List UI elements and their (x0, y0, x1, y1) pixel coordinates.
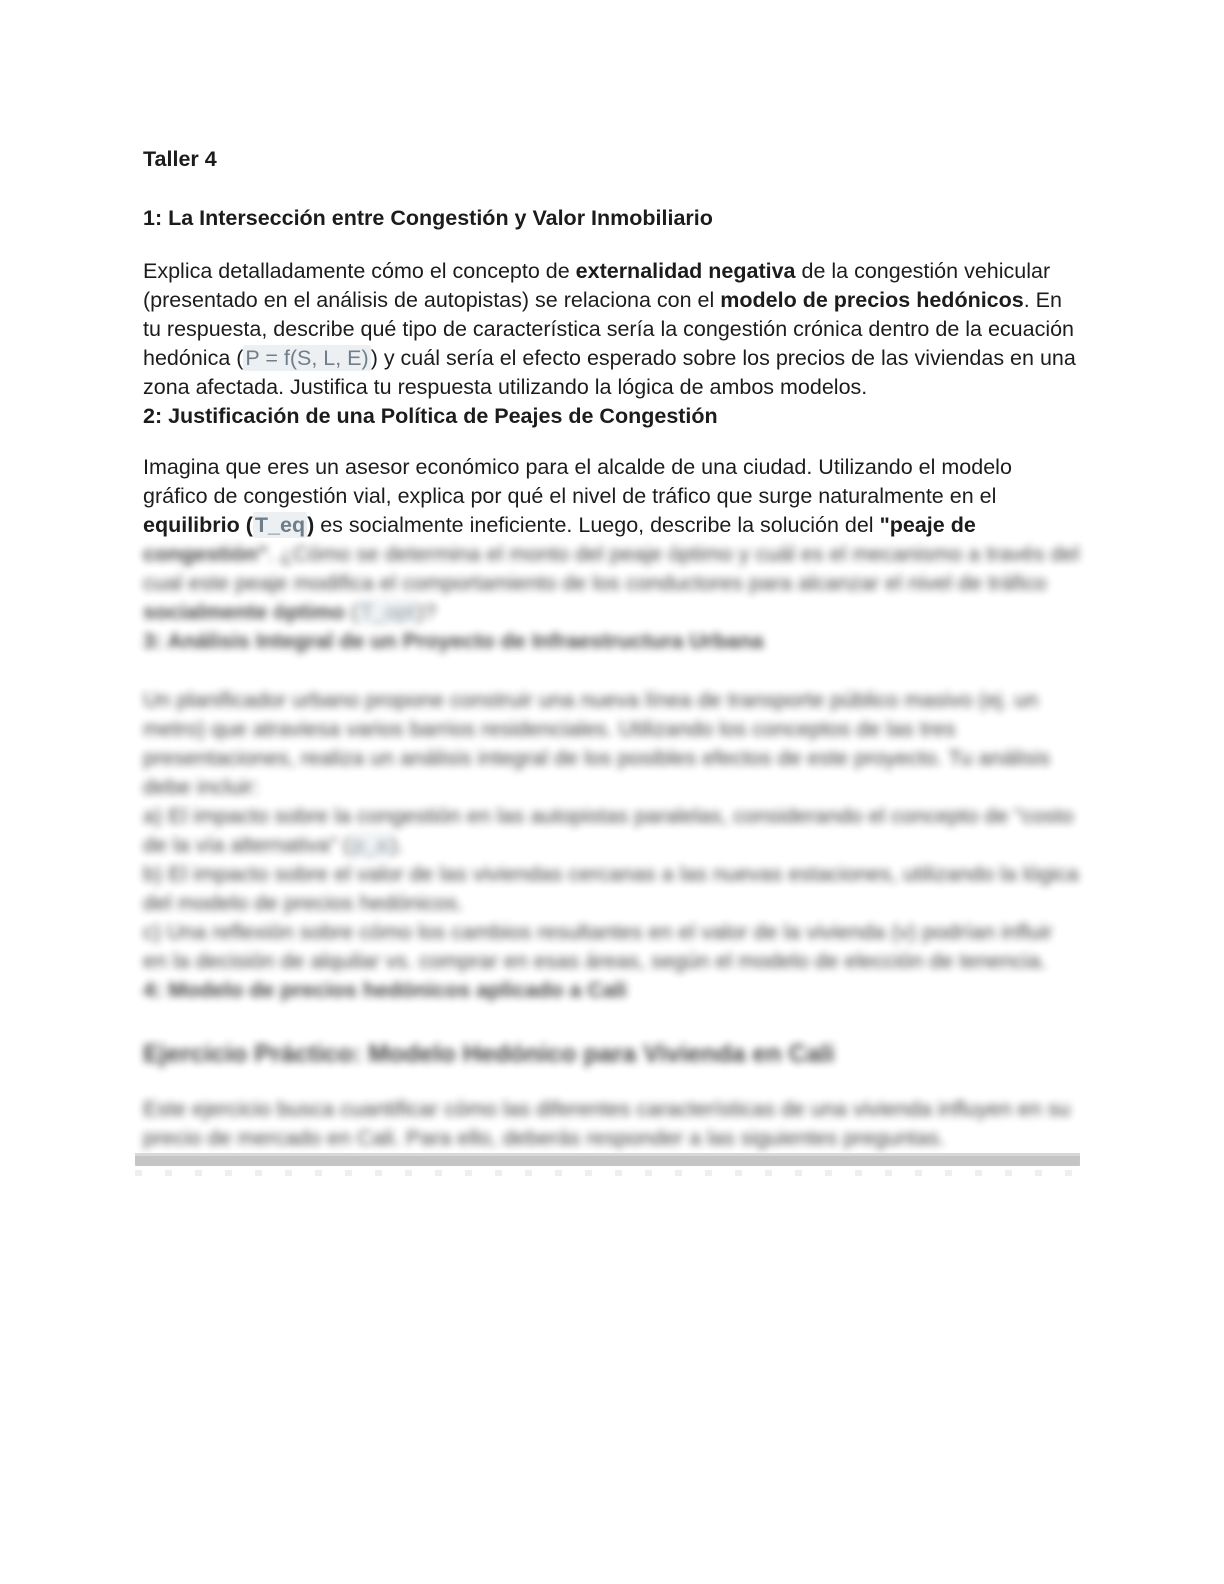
divider-dots (135, 1170, 1080, 1176)
text-run: . En tu respuesta, describe qué tipo de característica sería la congestión crónica dentro de la ecuación hedónica ( (143, 288, 1075, 370)
horizontal-divider-bar (135, 1153, 1080, 1166)
text-run: ( (344, 600, 359, 624)
section-4-heading: 4: Modelo de precios hedónicos aplicado a Cali (143, 978, 627, 1002)
section-4-subheading: Ejercicio Práctico: Modelo Hedónico para Vivienda en Cali (143, 1040, 835, 1068)
section-2-paragraph (143, 453, 1080, 627)
text-run: . ¿Cómo se determina el monto del peaje óptimo y cuál es el mecanismo a través del cual este peaje modifica el comportamiento de los conductores para alcanzar el nivel de tráfico (143, 542, 1080, 595)
section-3-paragraph: Un planificador urbano propone construir una nueva línea de transporte público masivo (ej. un metro) que atraviesa varios barrios residenciales. Utilizando los conceptos de las tres presentaciones, realiza un análisis integral de los posibles efectos de este proyecto. Tu análisis debe incluir: (143, 688, 1051, 799)
section-3-item-c: c) Una reflexión sobre cómo los cambios resultantes en el valor de la vivienda (v) podrían influir en la decisión de alquilar vs. comprar en esas áreas, según el modelo de elección de tenencia. (143, 920, 1053, 973)
bold-run: congestión" (143, 542, 268, 566)
section-3-heading: 3: Análisis Integral de un Proyecto de Infraestructura Urbana (143, 629, 764, 653)
bold-run: modelo de precios hedónicos (720, 288, 1024, 312)
equation-chip: P = f(S, L, E) (245, 346, 369, 370)
bold-run: socialmente óptimo (143, 600, 345, 624)
text-run: Explica detalladamente cómo el concepto de (143, 259, 576, 283)
text-run: de la congestión vehicular (presentado en el análisis de autopistas) se relaciona con el (143, 259, 1051, 312)
bold-run: ) (307, 513, 315, 537)
text-run: Imagina que eres un asesor económico para el alcalde de una ciudad. Utilizando el modelo gráfico de congestión vial, explica por qué el nivel de tráfico que surge naturalmente en el (143, 455, 1012, 508)
section-1-heading: 1: La Intersección entre Congestión y Valor Inmobiliario (143, 206, 713, 230)
bold-run: externalidad negativa (575, 259, 796, 283)
section-1-paragraph (143, 257, 1080, 402)
text-run: ) y cuál sería el efecto esperado sobre los precios de las viviendas en una zona afectada. Justifica tu respuesta utilizando la lógica de ambos modelos. (143, 346, 1076, 399)
equation-chip: T_eq (254, 513, 306, 537)
bold-run: equilibrio ( (143, 513, 253, 537)
section-3-item-b: b) El impacto sobre el valor de las viviendas cercanas a las nuevas estaciones, utilizando la lógica del modelo de precios hedónicos. (143, 862, 1079, 915)
text-run: ). (390, 833, 404, 857)
section-3-item-a (143, 802, 1080, 860)
section-4-paragraph: Este ejercicio busca cuantificar cómo las diferentes características de una vivienda influyen en su precio de mercado en Cali. Para ello, deberás responder a las siguientes preguntas. (143, 1097, 1071, 1150)
doc-title: Taller 4 (143, 147, 217, 171)
redacted-text-run (143, 542, 1079, 624)
section-2-heading: 2: Justificación de una Política de Peajes de Congestión (143, 404, 718, 428)
text-run: es socialmente ineficiente. Luego, describe la solución del (314, 513, 880, 537)
equation-chip: T_opt (360, 600, 416, 624)
text-run: a) El impacto sobre la congestión en las autopistas paralelas, considerando el concepto de "costo de la vía alternativa" ( (143, 804, 1074, 857)
equation-chip: p_a (352, 833, 389, 857)
bold-run: "peaje de (879, 513, 976, 537)
text-run: )? (417, 600, 437, 624)
